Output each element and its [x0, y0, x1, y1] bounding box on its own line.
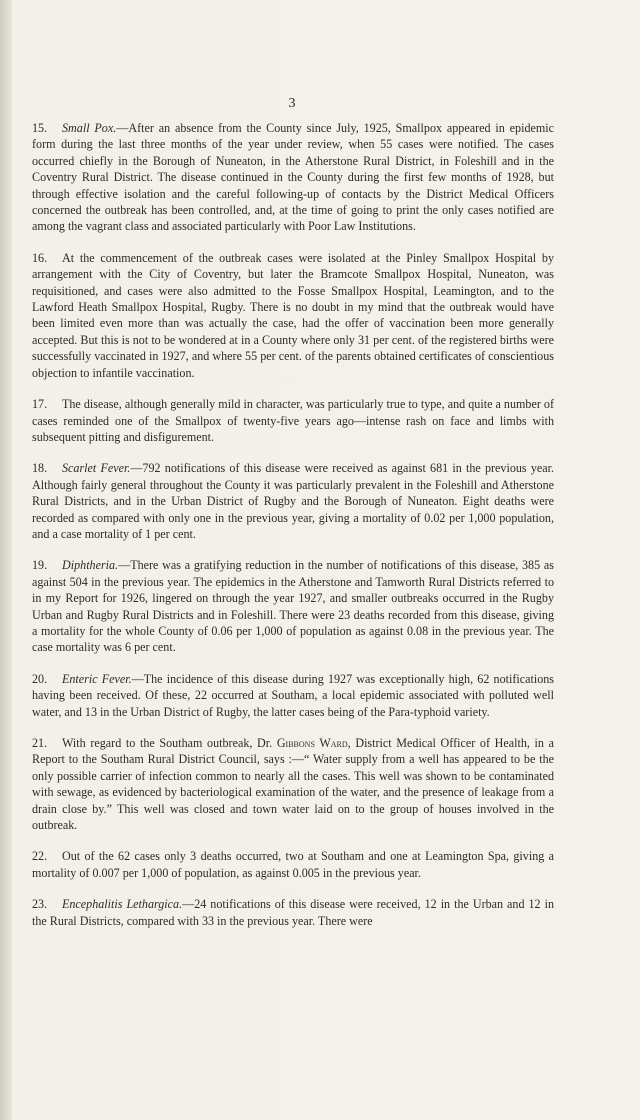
paragraph-text: —792 notifications of this disease were received as against 681 in the previous year. Although fairly general throughout the County it was particularly prevalent in the Foleshill and Atherstone Rural Districts, and in the Urban District of Rugby and the Borough of Nuneaton. Eight deaths were recorded as compared with only one in the previous year, giving a mortality of 0.02 per 1,000 population, and a case mortality of 1 per cent.: [32, 461, 554, 541]
paragraph-number: 18.: [32, 461, 48, 476]
paragraph-number: 16.: [32, 250, 48, 265]
section-title: Small Pox.: [62, 121, 117, 135]
paragraph-text: —24 notifications of this disease were received, 12 in the Urban and 12 in the Rural Districts, compared with 33 in the previous year. There were: [32, 897, 554, 928]
paragraph-number: 22.: [32, 849, 48, 864]
paragraph-18: [32, 460, 554, 542]
paragraph-text: —The incidence of this disease during 1927 was exceptionally high, 62 notifications having been received. Of these, 22 occurred at Southam, a local epidemic associated with polluted well water, and 13 in the Urban District of Rugby, the latter cases being of the Para-typhoid variety.: [32, 671, 555, 719]
paragraph-number: 17.: [32, 397, 48, 412]
paragraph-23: [32, 896, 554, 929]
paragraph-15: [32, 120, 554, 235]
paragraph-number: 19.: [32, 558, 48, 573]
paragraph-number: 20.: [32, 671, 48, 686]
section-title: Diphtheria.: [62, 558, 119, 573]
paragraph-17: [32, 396, 554, 445]
paragraph-text: , District Medical Officer of Health, in a Report to the Southam Rural District Council, says :—“ Water supply from a well has appeared to be the only possible carrier of infection common to nearly all the cases. This well was shown to be contaminated with sewage, as evidenced by bacteriological examination of the water, and the presence of leakage from a drain close by.” This well was closed and town water laid on to the group of houses involved in the outbreak.: [32, 736, 554, 833]
paragraph-text: The disease, although generally mild in character, was particularly true to type, and quite a number of cases reminded one of the Smallpox of twenty-five years ago—intense rash on face and limbs with subsequent pitting and disfigurement.: [32, 397, 554, 444]
paragraph-number: 15.: [32, 121, 48, 135]
paragraph-number: 23.: [32, 897, 48, 912]
paragraph-21: [32, 735, 554, 833]
paragraph-22: [32, 848, 554, 881]
page-binding-edge: [0, 0, 12, 1120]
paragraph-19: [32, 557, 554, 655]
paragraph-text: —After an absence from the County since July, 1925, Smallpox appeared in epidemic form during the last three months of the year under review, when 55 cases were notified. The cases occurred chiefly in the Borough of Nuneaton, in the Atherstone Rural District, in Foleshill and in the Coventry Rural District. The disease continued in the County during the first few months of 1928, but through effective isolation and the careful following-up of contacts by the District Medical Officers concerned the outbreak has been controlled, and, at the time of going to print the only cases notified are among the vagrant class and associated particularly with Poor Law Institutions.: [32, 121, 554, 234]
paragraph-20: [32, 671, 554, 720]
document-body: [32, 120, 554, 929]
paragraph-text: With regard to the Southam outbreak, Dr.: [62, 736, 277, 750]
section-title: Encephalitis Lethargica.: [62, 897, 183, 912]
person-name: Gibbons Ward: [276, 736, 348, 750]
paragraph-text: Out of the 62 cases only 3 deaths occurred, two at Southam and one at Leamington Spa, giving a mortality of 0.007 per 1,000 of population, as against 0.005 in the previous year.: [32, 849, 554, 880]
section-title: Scarlet Fever.: [62, 461, 131, 476]
section-title: Enteric Fever.: [62, 671, 132, 686]
paragraph-16: [32, 250, 554, 381]
paragraph-text: At the commencement of the outbreak cases were isolated at the Pinley Smallpox Hospital by arrangement with the City of Coventry, but later the Bramcote Smallpox Hospital, Nuneaton, was requisitioned, and cases were also admitted to the Fosse Smallpox Hospital, Leamington, and to the Lawford Heath Smallpox Hospital, Rugby. There is no doubt in my mind that the outbreak would have been limited even more than was actually the case, had the offer of vaccination been more generally accepted. But this is not to be wondered at in a County where only 31 per cent. of the registered births were successfully vaccinated in 1927, and where 55 per cent. of the parents obtained certificates of conscientious objection to infantile vaccination.: [32, 250, 554, 380]
page-number: 3: [288, 96, 296, 111]
paragraph-text: —There was a gratifying reduction in the number of notifications of this disease, 385 as against 504 in the previous year. The epidemics in the Atherstone and Tamworth Rural Districts referred to in my Report for 1926, lingered on through the year 1927, and smaller outbreaks occurred in the Rugby Urban and Rugby Rural Districts and in Foleshill. There were 23 deaths recorded from this disease, giving a mortality for the whole County of 0.06 per 1,000 of population as against 0.08 in the previous year. The case mortality was 6 per cent.: [32, 558, 554, 655]
paragraph-number: 21.: [32, 736, 48, 750]
